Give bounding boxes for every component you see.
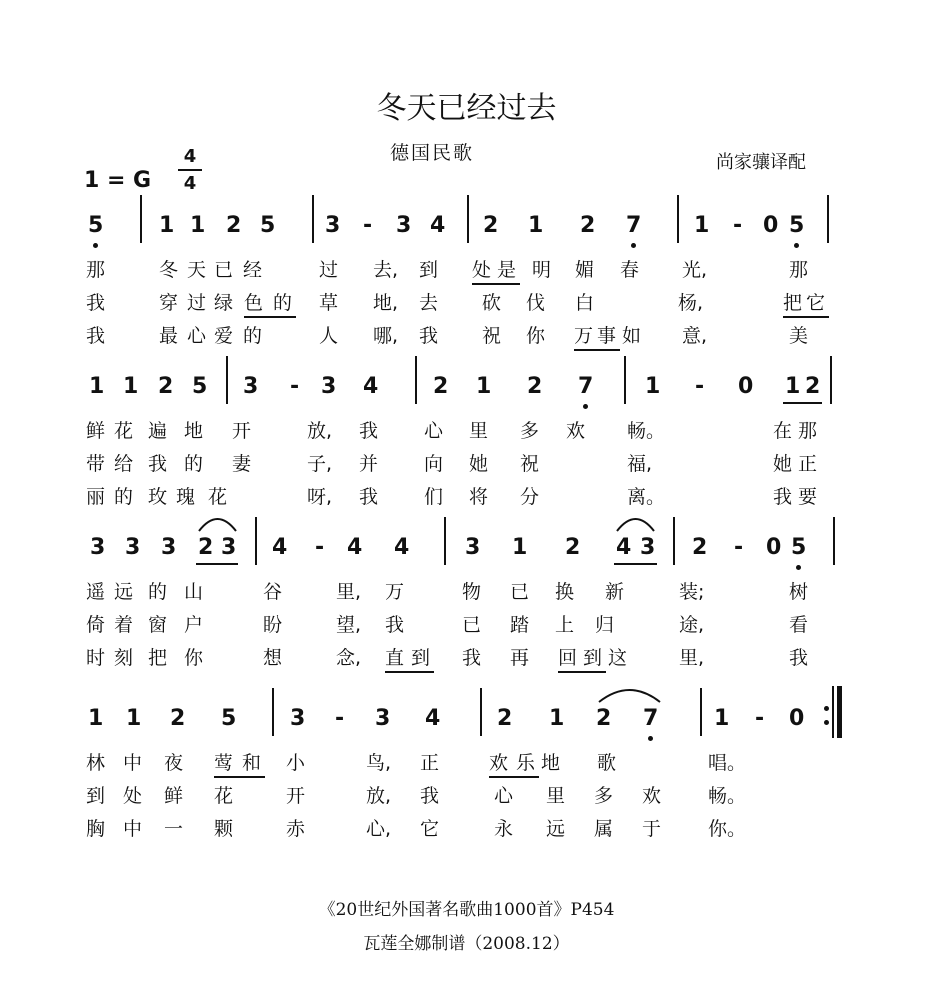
lyric-syllable: 心 (424, 420, 444, 442)
lyric-syllable: 看 (789, 614, 809, 636)
note: 2 (158, 374, 174, 399)
lyric-syllable: 远 (546, 818, 566, 840)
note: 2 (497, 706, 513, 731)
lyric-syllable: 我 (86, 292, 106, 314)
bar-line (677, 195, 679, 243)
note: 3 (325, 213, 341, 238)
lyric-syllable: 赤 (286, 818, 306, 840)
note: 4 (363, 374, 379, 399)
lyric-syllable: 里 (469, 420, 489, 442)
lyric-syllable: 欢 (489, 752, 509, 774)
lyric-syllable: 畅。 (627, 420, 666, 442)
lyric-syllable: 开 (232, 420, 252, 442)
lyric-syllable: 花 (114, 420, 134, 442)
lyric-syllable: 心 (187, 325, 207, 347)
note: 2 (226, 213, 242, 238)
lyric-syllable: 夜 (164, 752, 184, 774)
bar-line (272, 688, 274, 736)
lyric-syllable: 念, (336, 647, 362, 669)
lyric-syllable: 换 (555, 581, 575, 603)
lyric-syllable: 经 (243, 259, 263, 281)
note: 2 (170, 706, 186, 731)
lyric-underline (558, 671, 606, 673)
note: 3 (243, 374, 259, 399)
lyric-syllable: 我 (359, 420, 379, 442)
lyric-syllable: 莺 (214, 752, 234, 774)
lyric-syllable: 色 (244, 292, 264, 314)
lyric-syllable: 的 (273, 292, 293, 314)
lyric-syllable: 颗 (214, 818, 234, 840)
lyric-syllable: 多 (520, 420, 540, 442)
lyric-syllable: 我 (462, 647, 482, 669)
lyric-syllable: 的 (184, 453, 204, 475)
note: 7 (578, 374, 594, 399)
note: 5 (791, 535, 807, 560)
note: 1 (694, 213, 710, 238)
bar-line (700, 688, 702, 736)
lyric-syllable: 过 (319, 259, 339, 281)
lyric-syllable: 和 (242, 752, 262, 774)
lyric-syllable: 哪, (373, 325, 399, 347)
lyric-syllable: 再 (510, 647, 530, 669)
note: 1 (126, 706, 142, 731)
note: 1 (89, 374, 105, 399)
lyric-syllable: 最 (159, 325, 179, 347)
lyric-syllable: 欢 (642, 785, 662, 807)
lyric-syllable: 里, (679, 647, 705, 669)
lyric-syllable: 林 (86, 752, 106, 774)
slur (599, 690, 660, 702)
lyric-syllable: 祝 (520, 453, 540, 475)
lyric-syllable: 美 (789, 325, 809, 347)
lyric-syllable: 它 (806, 292, 826, 314)
lyric-syllable: 福, (627, 453, 653, 475)
bar-line (833, 517, 835, 565)
note: 1 (512, 535, 528, 560)
note: 3 (375, 706, 391, 731)
note: 1 (159, 213, 175, 238)
lyric-syllable: 分 (520, 486, 540, 508)
octave-dot-below (631, 243, 636, 248)
lyric-syllable: 歌 (597, 752, 617, 774)
bar-line (226, 356, 228, 404)
bar-line (140, 195, 142, 243)
lyric-syllable: 花 (208, 486, 228, 508)
note: 2 (580, 213, 596, 238)
lyric-syllable: 里, (336, 581, 362, 603)
note: 1 (476, 374, 492, 399)
note: 5 (260, 213, 276, 238)
lyric-syllable: 归 (595, 614, 615, 636)
lyric-syllable: 到 (419, 259, 439, 281)
lyric-syllable: 我 (385, 614, 405, 636)
lyric-syllable: 已 (462, 614, 482, 636)
lyric-syllable: 她 (773, 453, 793, 475)
repeat-dot (824, 720, 829, 725)
lyric-syllable: 如 (622, 325, 642, 347)
lyric-syllable: 并 (359, 453, 379, 475)
arranger-credit: 尚家骧译配 (716, 152, 806, 173)
lyric-syllable: 呀, (307, 486, 333, 508)
lyric-syllable: 物 (462, 581, 482, 603)
lyric-syllable: 把 (148, 647, 168, 669)
lyric-syllable: 在 (773, 420, 793, 442)
lyric-syllable: 带 (86, 453, 106, 475)
lyric-syllable: 途, (679, 614, 705, 636)
lyric-syllable: 遥 (86, 581, 106, 603)
note: 0 (763, 213, 779, 238)
octave-dot-below (794, 243, 799, 248)
note: - (315, 535, 325, 560)
lyric-syllable: 心 (494, 785, 514, 807)
note: 1 (88, 706, 104, 731)
note: 1 (123, 374, 139, 399)
lyric-syllable: 爱 (214, 325, 234, 347)
lyric-syllable: 多 (594, 785, 614, 807)
octave-dot-below (93, 243, 98, 248)
lyric-syllable: 的 (148, 581, 168, 603)
lyric-syllable: 正 (420, 752, 440, 774)
bar-line (312, 195, 314, 243)
lyric-syllable: 装; (679, 581, 705, 603)
note: - (363, 213, 373, 238)
lyric-syllable: 倚 (86, 614, 106, 636)
lyric-syllable: 户 (184, 614, 204, 636)
lyric-syllable: 永 (494, 818, 514, 840)
lyric-underline (214, 776, 265, 778)
note: 3 (396, 213, 412, 238)
bar-line (830, 356, 832, 404)
lyric-syllable: 的 (243, 325, 263, 347)
lyric-syllable: 属 (594, 818, 614, 840)
note: 5 (789, 213, 805, 238)
lyric-syllable: 给 (114, 453, 134, 475)
lyric-syllable: 鸟, (366, 752, 392, 774)
note: 0 (789, 706, 805, 731)
note: 1 (645, 374, 661, 399)
time-signature (178, 148, 202, 193)
note: 2 (596, 706, 612, 731)
lyric-syllable: 媚 (575, 259, 595, 281)
note: 2 (565, 535, 581, 560)
octave-dot-below (648, 736, 653, 741)
note: - (755, 706, 765, 731)
lyric-syllable: 你 (526, 325, 546, 347)
lyric-syllable: 们 (424, 486, 444, 508)
lyric-syllable: 丽 (86, 486, 106, 508)
lyric-syllable: 地 (184, 420, 204, 442)
note: 4 (394, 535, 410, 560)
lyric-syllable: 开 (286, 785, 306, 807)
lyric-syllable: 离。 (627, 486, 666, 508)
lyric-syllable: 地, (373, 292, 399, 314)
lyric-syllable: 过 (187, 292, 207, 314)
note: 4 (430, 213, 446, 238)
lyric-syllable: 树 (789, 581, 809, 603)
eighth-note-beam (783, 402, 822, 404)
note: 2 (433, 374, 449, 399)
lyric-syllable: 鲜 (164, 785, 184, 807)
note: 1 (785, 374, 801, 399)
lyric-syllable: 这 (608, 647, 628, 669)
octave-dot-below (796, 565, 801, 570)
lyric-syllable: 已 (510, 581, 530, 603)
lyric-syllable: 山 (184, 581, 204, 603)
lyric-syllable: 我 (789, 647, 809, 669)
lyric-syllable: 想 (263, 647, 283, 669)
note: 1 (528, 213, 544, 238)
note: 4 (616, 535, 632, 560)
lyric-syllable: 欢 (566, 420, 586, 442)
note: - (695, 374, 705, 399)
lyric-syllable: 放, (307, 420, 333, 442)
lyric-syllable: 直 (385, 647, 405, 669)
lyric-syllable: 去 (419, 292, 439, 314)
bar-line (444, 517, 446, 565)
lyric-syllable: 遍 (148, 420, 168, 442)
lyric-syllable: 心, (366, 818, 392, 840)
note: 4 (272, 535, 288, 560)
bar-line (255, 517, 257, 565)
note: 0 (766, 535, 782, 560)
note: 4 (425, 706, 441, 731)
lyric-underline (472, 283, 520, 285)
lyric-syllable: 你。 (708, 818, 747, 840)
lyric-syllable: 谷 (263, 581, 283, 603)
lyric-syllable: 瑰 (176, 486, 196, 508)
note: 7 (643, 706, 659, 731)
key-signature: 1 = G (84, 168, 152, 193)
lyric-underline (244, 316, 296, 318)
lyric-syllable: 杨, (678, 292, 704, 314)
note: 3 (290, 706, 306, 731)
lyric-syllable: 处 (472, 259, 492, 281)
note: 5 (221, 706, 237, 731)
lyric-syllable: 放, (366, 785, 392, 807)
note: - (734, 535, 744, 560)
note: 3 (90, 535, 106, 560)
lyric-syllable: 子, (307, 453, 333, 475)
note: 1 (190, 213, 206, 238)
lyric-syllable: 向 (424, 453, 444, 475)
lyric-syllable: 那 (798, 420, 818, 442)
lyric-syllable: 意, (682, 325, 708, 347)
lyric-syllable: 万 (385, 581, 405, 603)
source-citation: 《20世纪外国著名歌曲1000首》P454 (318, 900, 615, 920)
lyric-syllable: 回 (558, 647, 578, 669)
lyric-syllable: 刻 (114, 647, 134, 669)
lyric-syllable: 你 (184, 647, 204, 669)
lyric-syllable: 光, (682, 259, 708, 281)
bar-line (467, 195, 469, 243)
note: 0 (738, 374, 754, 399)
lyric-syllable: 鲜 (86, 420, 106, 442)
note: 1 (714, 706, 730, 731)
lyric-syllable: 望, (336, 614, 362, 636)
lyric-syllable: 到 (411, 647, 431, 669)
lyric-syllable: 那 (86, 259, 106, 281)
note: 5 (192, 374, 208, 399)
lyric-syllable: 冬 (159, 259, 179, 281)
lyric-syllable: 中 (123, 752, 143, 774)
final-barline-thin (832, 686, 834, 738)
lyric-syllable: 小 (286, 752, 306, 774)
lyric-syllable: 畅。 (708, 785, 747, 807)
lyric-syllable: 盼 (263, 614, 283, 636)
lyric-syllable: 已 (214, 259, 234, 281)
lyric-syllable: 中 (123, 818, 143, 840)
lyric-underline (574, 349, 620, 351)
note: 1 (549, 706, 565, 731)
note: 7 (626, 213, 642, 238)
lyric-syllable: 上 (555, 614, 575, 636)
lyric-syllable: 伐 (526, 292, 546, 314)
lyric-syllable: 时 (86, 647, 106, 669)
eighth-note-beam (196, 563, 238, 565)
note: 2 (483, 213, 499, 238)
note: 2 (805, 374, 821, 399)
bar-line (624, 356, 626, 404)
note: 5 (88, 213, 104, 238)
note: 2 (692, 535, 708, 560)
lyric-syllable: 我 (773, 486, 793, 508)
lyric-syllable: 事 (597, 325, 617, 347)
note: 2 (198, 535, 214, 560)
lyric-syllable: 地 (541, 752, 561, 774)
eighth-note-beam (614, 563, 657, 565)
lyric-syllable: 我 (148, 453, 168, 475)
note: - (335, 706, 345, 731)
note: - (733, 213, 743, 238)
lyric-syllable: 我 (359, 486, 379, 508)
note: 3 (161, 535, 177, 560)
lyric-syllable: 着 (114, 614, 134, 636)
slur (199, 519, 236, 531)
lyric-syllable: 她 (469, 453, 489, 475)
lyric-syllable: 人 (319, 325, 339, 347)
bar-line (827, 195, 829, 243)
time-signature-numerator: 4 (178, 148, 202, 171)
lyric-syllable: 那 (789, 259, 809, 281)
lyric-syllable: 胸 (86, 818, 106, 840)
lyric-syllable: 草 (319, 292, 339, 314)
lyric-underline (489, 776, 539, 778)
bar-line (415, 356, 417, 404)
lyric-syllable: 绿 (214, 292, 234, 314)
lyric-syllable: 的 (114, 486, 134, 508)
note: 4 (347, 535, 363, 560)
lyric-syllable: 万 (574, 325, 594, 347)
lyric-syllable: 妻 (232, 453, 252, 475)
note: - (290, 374, 300, 399)
lyric-syllable: 我 (420, 785, 440, 807)
note: 3 (465, 535, 481, 560)
lyric-syllable: 到 (86, 785, 106, 807)
lyric-syllable: 我 (86, 325, 106, 347)
lyric-syllable: 正 (798, 453, 818, 475)
bar-line (480, 688, 482, 736)
note: 2 (527, 374, 543, 399)
lyric-syllable: 穿 (159, 292, 179, 314)
lyric-syllable: 窗 (148, 614, 168, 636)
lyric-syllable: 春 (620, 259, 640, 281)
lyric-syllable: 将 (469, 486, 489, 508)
lyric-syllable: 于 (642, 818, 662, 840)
lyric-syllable: 要 (798, 486, 818, 508)
lyric-syllable: 把 (783, 292, 803, 314)
lyric-syllable: 到 (583, 647, 603, 669)
lyric-syllable: 花 (214, 785, 234, 807)
transcriber-credit: 瓦莲全娜制谱（2008.12） (363, 934, 570, 954)
lyric-syllable: 天 (187, 259, 207, 281)
slur (617, 519, 654, 531)
song-origin: 德国民歌 (390, 142, 475, 164)
lyric-syllable: 明 (532, 259, 552, 281)
lyric-syllable: 远 (114, 581, 134, 603)
lyric-syllable: 去, (373, 259, 399, 281)
note: 3 (321, 374, 337, 399)
lyric-syllable: 砍 (482, 292, 502, 314)
final-barline-thick (837, 686, 842, 738)
octave-dot-below (583, 404, 588, 409)
repeat-dot (824, 706, 829, 711)
lyric-syllable: 新 (605, 581, 625, 603)
song-title: 冬天已经过去 (376, 91, 557, 126)
lyric-syllable: 踏 (510, 614, 530, 636)
lyric-syllable: 一 (164, 818, 184, 840)
note: 3 (125, 535, 141, 560)
lyric-underline (385, 671, 434, 673)
bar-line (673, 517, 675, 565)
note: 3 (640, 535, 656, 560)
lyric-syllable: 是 (497, 259, 517, 281)
note: 3 (221, 535, 237, 560)
lyric-syllable: 里 (546, 785, 566, 807)
lyric-syllable: 祝 (482, 325, 502, 347)
lyric-syllable: 我 (419, 325, 439, 347)
lyric-underline (783, 316, 829, 318)
lyric-syllable: 处 (123, 785, 143, 807)
lyric-syllable: 玫 (148, 486, 168, 508)
time-signature-denominator: 4 (183, 173, 197, 194)
lyric-syllable: 它 (420, 818, 440, 840)
lyric-syllable: 唱。 (708, 752, 747, 774)
lyric-syllable: 白 (575, 292, 595, 314)
lyric-syllable: 乐 (516, 752, 536, 774)
